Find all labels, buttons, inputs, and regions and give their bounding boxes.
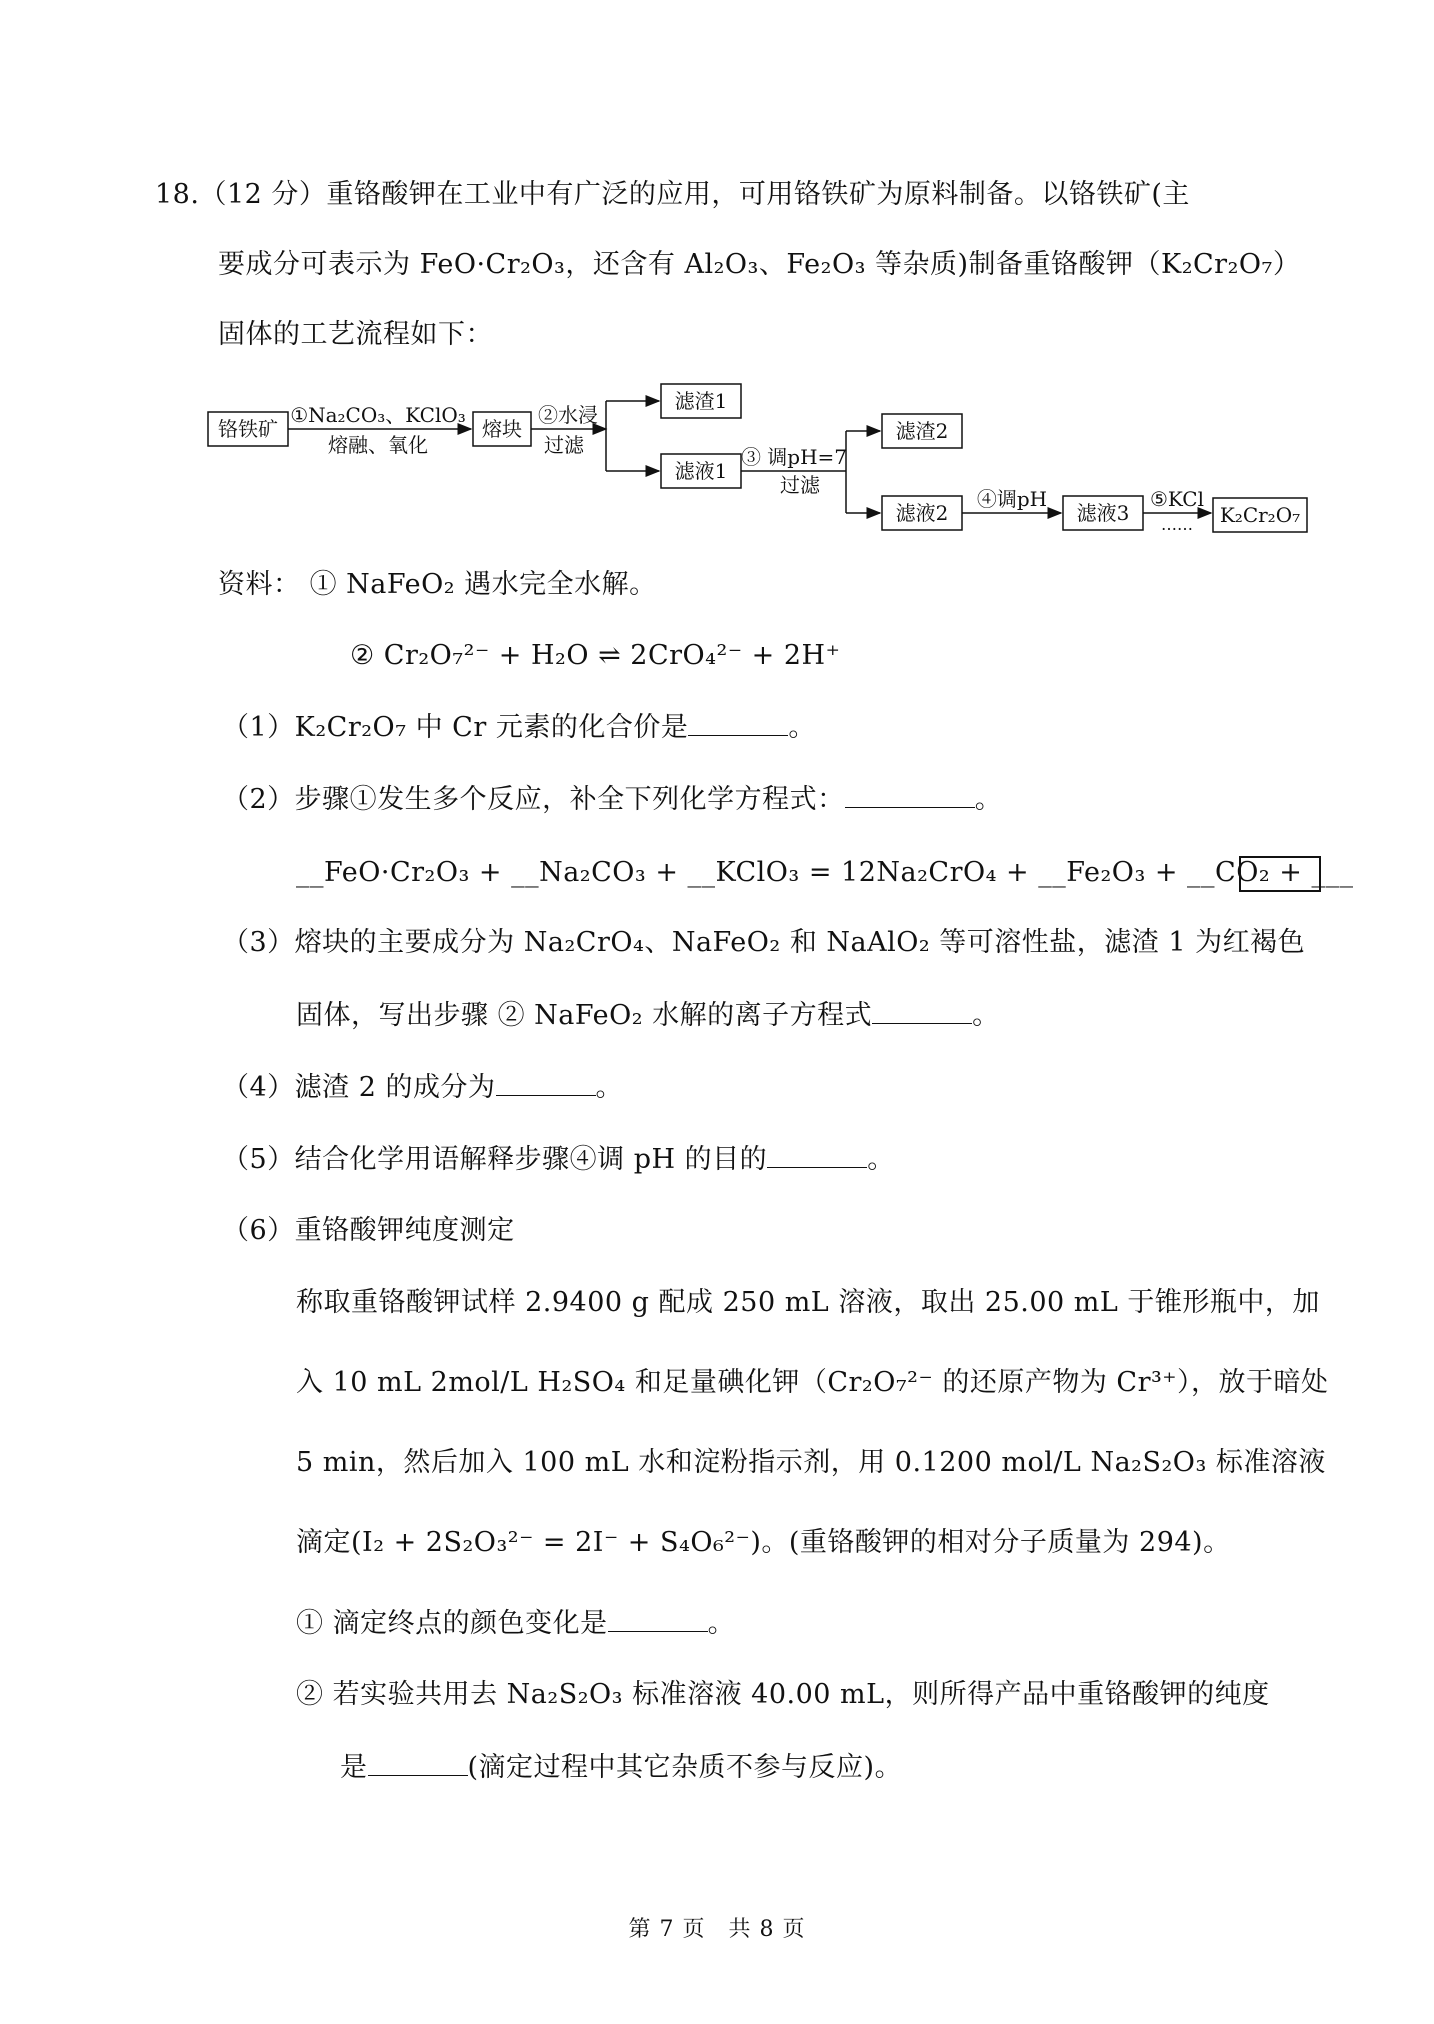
q6-title: （6）重铬酸钾纯度测定 — [222, 1215, 515, 1246]
q4 — [222, 1069, 623, 1106]
q6-sub-1 — [296, 1605, 735, 1642]
q6-sub-2-text: 是 — [340, 1752, 368, 1783]
box-filtrate-1: 滤液1 — [674, 459, 728, 483]
q2 — [222, 781, 1002, 818]
q1 — [222, 709, 816, 746]
q4-text: （4）滤渣 2 的成分为 — [222, 1072, 496, 1103]
q5-text: （5）结合化学用语解释步骤④调 pH 的目的 — [222, 1144, 768, 1175]
q6-sub-2-end: (滴定过程中其它杂质不参与反应)。 — [467, 1752, 903, 1783]
question-line-2: 要成分可表示为 FeO·Cr₂O₃，还含有 Al₂O₃、Fe₂O₃ 等杂质)制备重铬酸钾（K₂Cr₂O₇） — [218, 249, 1301, 280]
q5-end: 。 — [867, 1144, 895, 1175]
q2-answer-blank[interactable] — [845, 781, 975, 808]
q6-sub-2-line-2 — [340, 1749, 902, 1786]
box-filtrate-2: 滤液2 — [895, 501, 949, 525]
page-footer: 第 7 页 共 8 页 — [628, 1917, 806, 1942]
materials-label: 资料： — [218, 569, 301, 600]
q4-answer-blank[interactable] — [496, 1069, 596, 1096]
q2-text: （2）步骤①发生多个反应，补全下列化学方程式： — [222, 784, 845, 815]
q5 — [222, 1141, 895, 1178]
q5-answer-blank[interactable] — [767, 1141, 867, 1168]
q3-line-2 — [296, 997, 1000, 1034]
q6-sub-2-answer-blank[interactable] — [368, 1749, 468, 1776]
q3-end: 。 — [972, 1000, 1000, 1031]
q2-end: 。 — [974, 784, 1003, 815]
materials-line-1 — [218, 567, 657, 603]
step2-condition: 过滤 — [544, 433, 584, 457]
q2-equation-answer-box[interactable] — [1239, 856, 1321, 892]
step3-reagent: ③ 调pH=7 — [740, 445, 848, 469]
box-melt: 熔块 — [482, 417, 522, 441]
box-ore: 铬铁矿 — [218, 417, 278, 441]
q2-equation: __FeO·Cr₂O₃ + __Na₂CO₃ + __KClO₃ = 12Na₂CrO₄ + __Fe₂O₃ + __CO₂ + ___ — [296, 857, 1354, 888]
step5-ellipsis: …… — [1161, 515, 1193, 534]
q1-end: 。 — [788, 712, 816, 743]
q3-text: 固体，写出步骤 ② NaFeO₂ 水解的离子方程式 — [296, 1000, 873, 1031]
q6-sub-1-answer-blank[interactable] — [608, 1605, 708, 1632]
q6-sub-1-text: ① 滴定终点的颜色变化是 — [296, 1608, 608, 1639]
q6-line-3: 5 min，然后加入 100 mL 水和淀粉指示剂，用 0.1200 mol/L Na₂S₂O₃ 标准溶液 — [296, 1447, 1326, 1478]
q1-text: （1）K₂Cr₂O₇ 中 Cr 元素的化合价是 — [222, 712, 689, 743]
question-line-3: 固体的工艺流程如下： — [218, 319, 493, 350]
q6-sub-1-end: 。 — [707, 1608, 736, 1639]
step1-reagents: ①Na₂CO₃、KClO₃ — [290, 403, 466, 427]
box-filtrate-3: 滤液3 — [1076, 501, 1130, 525]
box-residue-1: 滤渣1 — [674, 389, 728, 413]
q6-line-4: 滴定(I₂ + 2S₂O₃²⁻ = 2I⁻ + S₄O₆²⁻)。(重铬酸钾的相对分子质量为 294)。 — [296, 1527, 1231, 1558]
step4-reagent: ④调pH — [976, 487, 1048, 511]
q1-answer-blank[interactable] — [688, 709, 788, 736]
step2-reagent: ②水浸 — [538, 403, 598, 427]
q3-line-1: （3）熔块的主要成分为 Na₂CrO₄、NaFeO₂ 和 NaAlO₂ 等可溶性盐，滤渣 1 为红褐色 — [222, 927, 1306, 958]
materials-item-2: ② Cr₂O₇²⁻ + H₂O ⇌ 2CrO₄²⁻ + 2H⁺ — [350, 640, 841, 671]
q6-sub-2-line-1: ② 若实验共用去 Na₂S₂O₃ 标准溶液 40.00 mL，则所得产品中重铬酸钾的纯度 — [296, 1679, 1270, 1710]
q4-end: 。 — [595, 1072, 624, 1103]
process-flowchart — [0, 370, 1434, 540]
question-line-1: 18.（12 分）重铬酸钾在工业中有广泛的应用，可用铬铁矿为原料制备。以铬铁矿(主 — [155, 179, 1190, 210]
step5-reagent: ⑤KCl — [1149, 487, 1205, 511]
q6-line-1: 称取重铬酸钾试样 2.9400 g 配成 250 mL 溶液，取出 25.00 mL 于锥形瓶中，加 — [296, 1287, 1320, 1318]
q3-answer-blank[interactable] — [872, 997, 972, 1024]
box-residue-2: 滤渣2 — [895, 419, 949, 443]
step1-conditions: 熔融、氧化 — [328, 433, 428, 457]
materials-item-1: ① NaFeO₂ 遇水完全水解。 — [309, 569, 657, 600]
box-product: K₂Cr₂O₇ — [1219, 503, 1301, 527]
q6-line-2: 入 10 mL 2mol/L H₂SO₄ 和足量碘化钾（Cr₂O₇²⁻ 的还原产物为 Cr³⁺），放于暗处 — [296, 1367, 1329, 1398]
step3-condition: 过滤 — [780, 473, 820, 497]
